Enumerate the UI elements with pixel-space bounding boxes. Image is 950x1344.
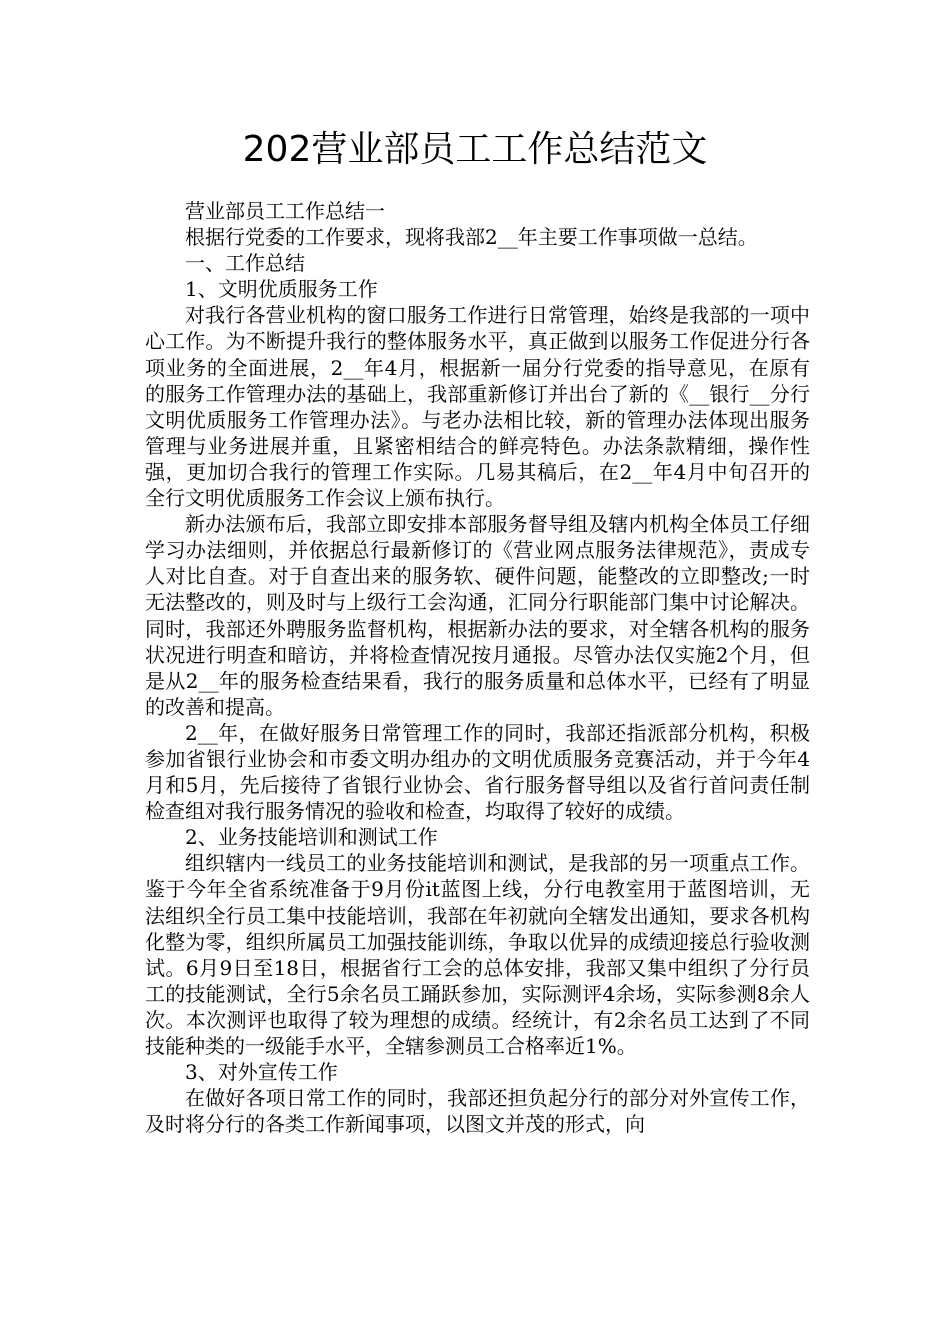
paragraph-heading-work-summary: 一、工作总结 bbox=[185, 251, 305, 276]
document-body bbox=[145, 198, 810, 1137]
paragraph-heading-training: 2、业务技能培训和测试工作 bbox=[185, 825, 438, 850]
paragraph-section-heading: 营业部员工工作总结一 bbox=[185, 199, 385, 223]
paragraph-body: 对我行各营业机构的窗口服务工作进行日常管理，始终是我部的一项中心工作。为不断提升我行的整体服务水平，真正做到以服务工作促进分行各项业务的全面进展，2__年4月，根据新一届分行党委的指导意见，在原有的服务工作管理办法的基础上，我部重新修订并出台了新的《__银行__分行文明优质服务工作管理办法》。与老办法相比较，新的管理办法体现出服务管理与业务进展并重，且紧密相结合的鲜亮特色。办法条款精细，操作性强，更加切合我行的管理工作实际。几易其稿后，在2__年4月中旬召开的全行文明优质服务工作会议上颁布执行。 bbox=[145, 303, 810, 511]
paragraph-body: 组织辖内一线员工的业务技能培训和测试，是我部的另一项重点工作。鉴于今年全省系统准备于9月份it蓝图上线，分行电教室用于蓝图培训，无法组织全行员工集中技能培训，我部在年初就向全辖发出通知，要求各机构化整为零，组织所属员工加强技能训练，争取以优异的成绩迎接总行验收测试。6月9日至18日，根据省行工会的总体安排，我部又集中组织了分行员工的技能测试，全行5余名员工踊跃参加，实际测评4余场，实际参测8余人次。本次测评也取得了较为理想的成绩。经统计，有2余名员工达到了不同技能种类的一级能手水平，全辖参测员工合格率近1%。 bbox=[145, 851, 810, 1058]
paragraph-heading-publicity: 3、对外宣传工作 bbox=[185, 1060, 338, 1085]
paragraph-heading-service: 1、文明优质服务工作 bbox=[185, 277, 378, 302]
paragraph-body: 2__年，在做好服务日常管理工作的同时，我部还指派部分机构，积极参加省银行业协会和市委文明办组办的文明优质服务竞赛活动，并于今年4月和5月，先后接待了省银行业协会、省行服务督导组以及省行首问责任制检查组对我行服务情况的验收和检查，均取得了较好的成绩。 bbox=[145, 720, 810, 824]
paragraph-body: 新办法颁布后，我部立即安排本部服务督导组及辖内机构全体员工仔细学习办法细则，并依据总行最新修订的《营业网点服务法律规范》，责成专人对比自查。对于自查出来的服务软、硬件问题，能整改的立即整改;一时无法整改的，则及时与上级行工会沟通，汇同分行职能部门集中讨论解决。同时，我部还外聘服务监督机构，根据新办法的要求，对全辖各机构的服务状况进行明查和暗访，并将检查情况按月通报。尽管办法仅实施2个月，但是从2__年的服务检查结果看，我行的服务质量和总体水平，已经有了明显的改善和提高。 bbox=[145, 512, 810, 719]
document-title: 202营业部员工工作总结范文 bbox=[242, 129, 708, 170]
paragraph-intro: 根据行党委的工作要求，现将我部2__年主要工作事项做一总结。 bbox=[185, 225, 758, 250]
paragraph-body: 在做好各项日常工作的同时，我部还担负起分行的部分对外宣传工作，及时将分行的各类工作新闻事项，以图文并茂的形式，向 bbox=[145, 1086, 810, 1137]
